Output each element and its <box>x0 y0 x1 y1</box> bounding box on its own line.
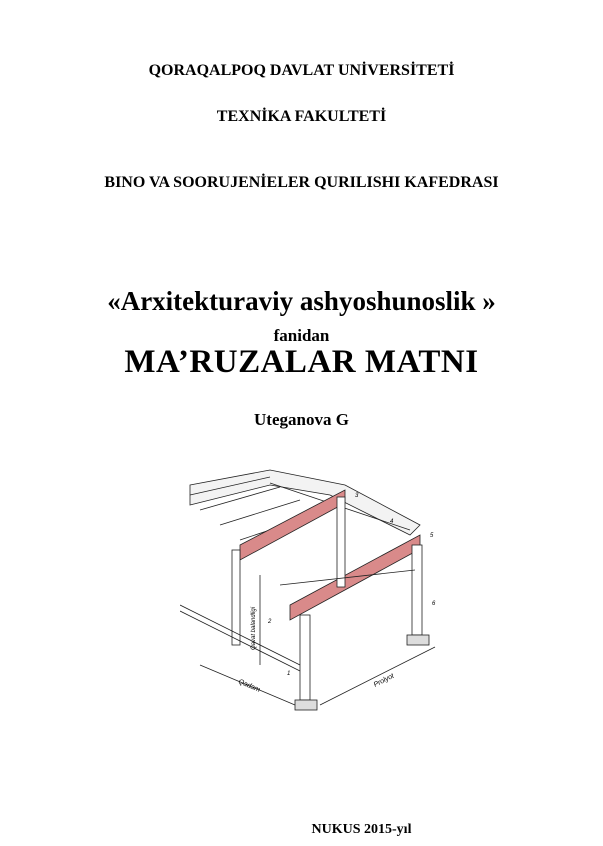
label-2: 2 <box>268 619 272 625</box>
subject-suffix: fanidan <box>273 326 330 345</box>
label-5: 5 <box>430 533 434 539</box>
label-6: 6 <box>432 601 436 607</box>
document-type-title: MA’RUZALAR MATNI <box>124 344 479 380</box>
building-frame-illustration <box>180 465 460 725</box>
label-1: 1 <box>287 671 291 677</box>
department-name: BINO VA SOORUJENİELER QURILISHI KAFEDRASI <box>104 174 499 191</box>
height-label: Qavat balandligi <box>251 606 257 650</box>
label-3: 3 <box>355 493 359 499</box>
span-label: Qadam <box>237 678 262 694</box>
university-name: QORAQALPOQ DAVLAT UNİVERSİTETİ <box>148 62 455 79</box>
author-name: Uteganova G <box>254 410 349 429</box>
label-4: 4 <box>390 519 394 525</box>
bay-label: Prolyot <box>372 672 396 689</box>
subject-title: «Arxitekturaviy ashyoshunoslik » <box>107 286 496 316</box>
faculty-name: TEXNİKA FAKULTETİ <box>216 108 387 125</box>
footer-place-year: NUKUS 2015-yıl <box>311 822 412 837</box>
